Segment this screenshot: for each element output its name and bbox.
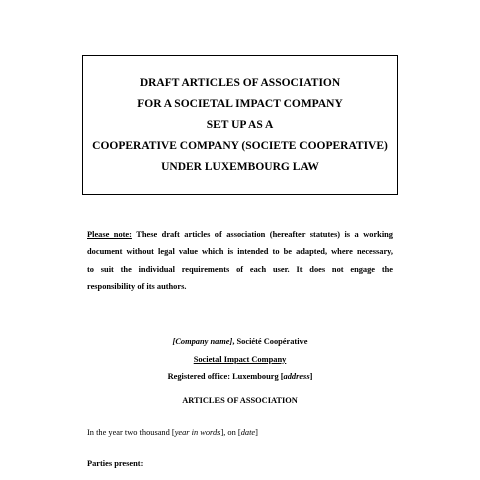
year-placeholder: year in words bbox=[174, 428, 221, 437]
registered-office-line bbox=[82, 368, 398, 386]
note-line-1-text: These draft articles of association (hereafter statutes) is a working bbox=[131, 230, 393, 239]
date-placeholder: date bbox=[240, 428, 256, 437]
title-line-1: DRAFT ARTICLES OF ASSOCIATION bbox=[139, 76, 341, 89]
note-line-3: to suit the individual requirements of each user. It does not engage the bbox=[87, 264, 393, 274]
company-name-line bbox=[82, 333, 398, 351]
office-prefix: Registered office: Luxembourg [ bbox=[167, 372, 284, 381]
note-line-4: responsibility of its authors. bbox=[87, 281, 187, 291]
company-name-placeholder: [Company name] bbox=[172, 337, 233, 346]
title-line-2: FOR A SOCIETAL IMPACT COMPANY bbox=[137, 97, 343, 110]
note-line-1 bbox=[87, 226, 393, 243]
title-line-4: COOPERATIVE COMPANY (SOCIETE COOPERATIVE) bbox=[92, 139, 388, 152]
disclaimer-note bbox=[87, 226, 393, 295]
office-placeholder: address bbox=[283, 372, 310, 381]
title-line-3: SET UP AS A bbox=[206, 118, 274, 131]
company-name-suffix: , Société Coopérative bbox=[232, 337, 308, 346]
year-middle: ], on [ bbox=[220, 428, 241, 437]
year-prefix: In the year two thousand [ bbox=[87, 428, 175, 437]
company-block bbox=[82, 333, 398, 386]
note-label: Please note: bbox=[87, 230, 132, 239]
articles-heading: ARTICLES OF ASSOCIATION bbox=[182, 396, 298, 405]
note-line-2: document without legal value which is intended to be adapted, where necessary, bbox=[87, 247, 393, 257]
year-line bbox=[87, 428, 258, 437]
office-suffix: ] bbox=[309, 372, 313, 381]
parties-present-heading: Parties present: bbox=[87, 459, 144, 468]
year-suffix: ] bbox=[255, 428, 258, 437]
company-type: Societal Impact Company bbox=[193, 354, 287, 364]
title-line-5: UNDER LUXEMBOURG LAW bbox=[161, 160, 319, 173]
title-box bbox=[82, 55, 398, 195]
